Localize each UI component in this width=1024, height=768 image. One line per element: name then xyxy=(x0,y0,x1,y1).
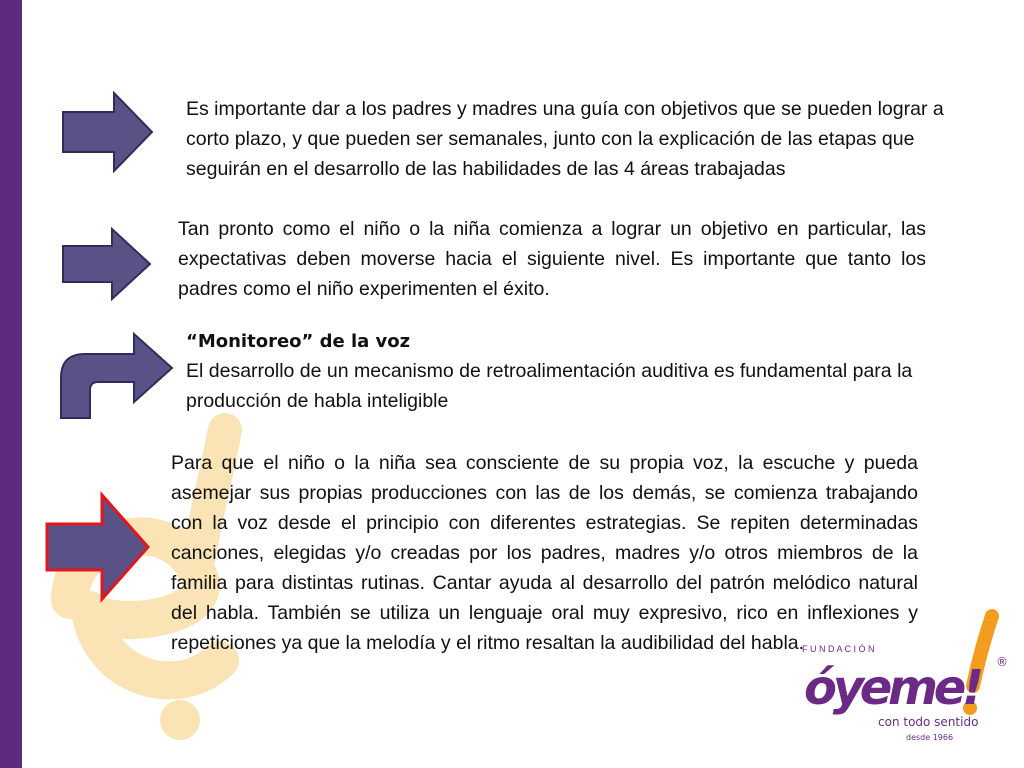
text-block-2 xyxy=(178,214,926,304)
right-arrow-icon xyxy=(44,490,154,604)
text-block-1 xyxy=(186,94,956,184)
paragraph: Es importante dar a los padres y madres una guía con objetivos que se pueden lograr a corto plazo, y que pueden ser semanales, junto con la explicación de las etapas que seguirán en el desarrollo de las habilidades de las 4 áreas trabajadas xyxy=(186,98,944,180)
paragraph: Tan pronto como el niño o la niña comienza a lograr un objetivo en particular, las expectativas deben moverse hacia el siguiente nivel. Es importante que tanto los padres como el niño experimenten el éxito. xyxy=(178,218,926,300)
right-arrow-icon xyxy=(60,90,156,174)
oyeme-logo xyxy=(770,600,1020,768)
bent-arrow-icon xyxy=(58,330,176,420)
foundation-label: F U N D A C I Ó N xyxy=(802,644,875,654)
registered-mark: ® xyxy=(996,655,1008,669)
brand-wordmark: óyeme! xyxy=(804,660,984,716)
right-arrow-icon xyxy=(60,226,156,302)
left-accent-bar xyxy=(0,0,22,768)
text-block-3 xyxy=(186,328,916,416)
brand-tagline: con todo sentido xyxy=(878,715,979,729)
paragraph: Para que el niño o la niña sea consciente de su propia voz, la escuche y pueda asemejar sus propias producciones con las de los demás, se comienza trabajando con la voz desde el principio con diferentes estrategias. Se repiten determinadas canciones, elegidas y/o creadas por los padres, madres y/o otros miembros de la familia para distintas rutinas. Cantar ayuda al desarrollo del patrón melódico natural del habla. También se utiliza un lenguaje oral muy expresivo, rico en inflexiones y repeticiones ya que la melodía y el ritmo resaltan la audibilidad del habla. xyxy=(171,452,918,654)
section-heading: “Monitoreo” de la voz xyxy=(186,331,411,352)
paragraph: El desarrollo de un mecanismo de retroalimentación auditiva es fundamental para la producción de habla inteligible xyxy=(186,360,913,412)
founded-label: desde 1966 xyxy=(906,733,954,742)
